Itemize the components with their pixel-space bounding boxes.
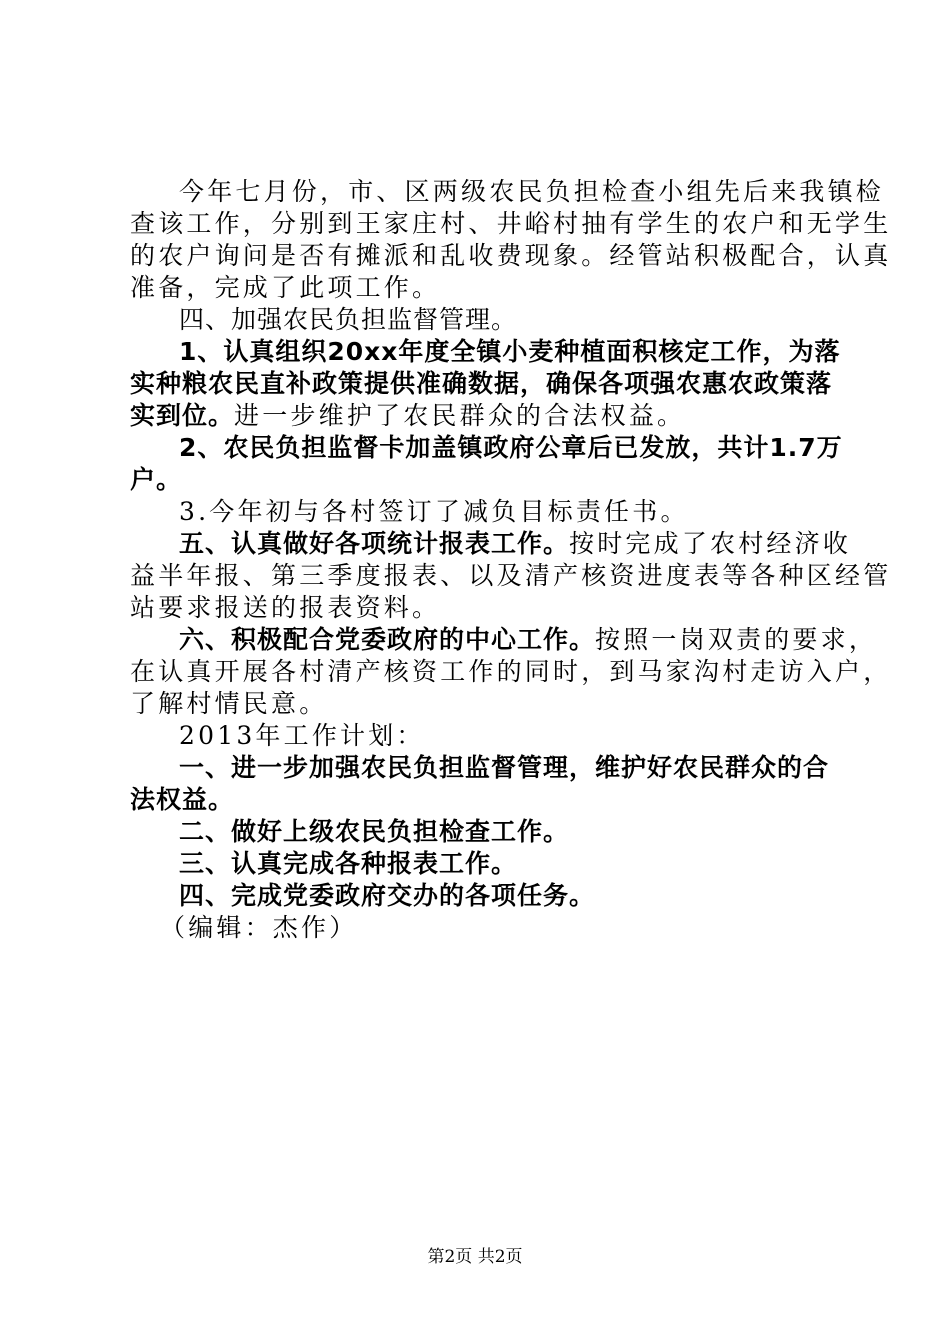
paragraph-line: 准备，完成了此项工作。 <box>130 273 441 302</box>
editor-note: （编辑：杰作） <box>160 913 358 942</box>
section-heading: 六、积极配合党委政府的中心工作。 <box>179 625 596 654</box>
paragraph-line: 站要求报送的报表资料。 <box>130 593 441 622</box>
plan-item: 四、完成党委政府交办的各项任务。 <box>179 881 596 910</box>
plan-heading: 2013年工作计划： <box>179 721 425 750</box>
paragraph-line <box>130 624 878 656</box>
paragraph-line: 2、农民负担监督卡加盖镇政府公章后已发放，共计1.7万 <box>179 433 843 462</box>
section-heading: 五、认真做好各项统计报表工作。 <box>179 529 570 558</box>
plan-item: 一、进一步加强农民负担监督管理，维护好农民群众的合 <box>179 753 830 782</box>
paragraph-line: 3.今年初与各村签订了减负目标责任书。 <box>179 497 689 526</box>
paragraph-line: 益半年报、第三季度报表、以及清产核资进度表等各种区经管 <box>130 561 892 590</box>
paragraph-line <box>130 400 830 432</box>
document-body <box>130 176 892 944</box>
paragraph-line <box>130 528 852 560</box>
plan-item: 二、做好上级农民负担检查工作。 <box>179 817 570 846</box>
plan-item: 三、认真完成各种报表工作。 <box>179 849 518 878</box>
paragraph-line: 了解村情民意。 <box>130 689 328 718</box>
paragraph-line: 户。 <box>130 465 183 494</box>
page-number: 第2页 共2页 <box>427 1247 523 1267</box>
bold-text: 实到位。 <box>130 401 235 430</box>
regular-text: 进一步维护了农民群众的合法权益。 <box>234 401 686 430</box>
regular-text: 按时完成了农村经济收 <box>569 529 852 558</box>
paragraph-line: 1、认真组织20xx年度全镇小麦种植面积核定工作，为落 <box>179 337 841 366</box>
plan-item: 法权益。 <box>130 785 235 814</box>
regular-text: 按照一岗双责的要求， <box>595 625 878 654</box>
section-heading: 四、加强农民负担监督管理。 <box>179 305 518 334</box>
paragraph-line: 实种粮农民直补政策提供准确数据，确保各项强农惠农政策落 <box>130 369 833 398</box>
paragraph-line: 的农户询问是否有摊派和乱收费现象。经管站积极配合，认真 <box>130 241 892 270</box>
paragraph-line: 今年七月份，市、区两级农民负担检查小组先后来我镇检 <box>179 177 885 206</box>
paragraph-line: 查该工作，分别到王家庄村、井峪村抽有学生的农户和无学生 <box>130 209 892 238</box>
paragraph-line: 在认真开展各村清产核资工作的同时，到马家沟村走访入户， <box>130 657 892 686</box>
